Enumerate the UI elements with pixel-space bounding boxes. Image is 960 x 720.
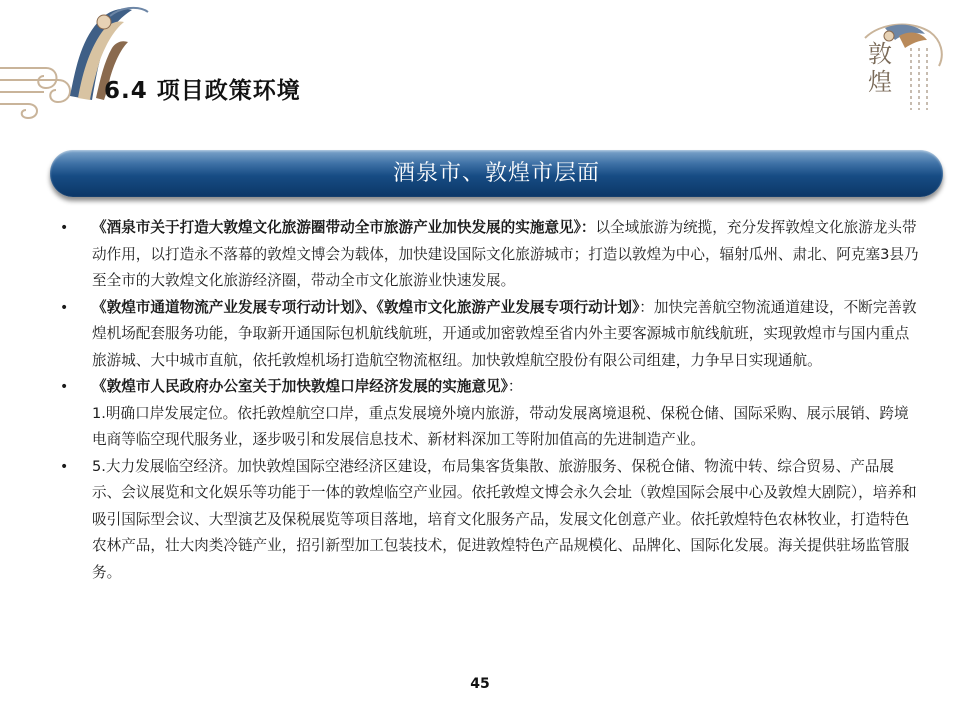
item-text: ：: [507, 378, 523, 395]
list-item: [60, 295, 920, 375]
list-item: [60, 215, 920, 295]
bullet-icon: •: [60, 220, 69, 236]
banner-title: 酒泉市、敦煌市层面: [392, 161, 600, 186]
logo-char-1: 敦: [868, 40, 892, 68]
item-title: 《敦煌市通道物流产业发展专项行动计划》、《敦煌市文化旅游产业发展专项行动计划》: [92, 298, 640, 316]
item-title: 《敦煌市人民政府办公室关于加快敦煌口岸经济发展的实施意见》: [92, 378, 508, 395]
bullet-icon: •: [60, 458, 69, 475]
list-item: [60, 374, 920, 454]
list-item: [60, 454, 920, 587]
logo-characters: [868, 40, 908, 96]
item-subtext: 1.明确口岸发展定位。依托敦煌航空口岸，重点发展境外境内旅游，带动发展离境退税、保税仓储、国际采购、展示展销、跨境电商等临空现代服务业，逐步吸引和发展信息技术、新材料深加工等附加值高的先进制造产业。: [92, 404, 909, 448]
bullet-icon: •: [60, 299, 69, 316]
item-text: ：加快完善航空物流通道建设，不断完善敦煌机场配套服务功能，争取新开通国际包机航线航班，开通或加密敦煌至省内外主要客源城市航线航班，实现敦煌市与国内重点旅游城、大中城市直航，依托敦煌机场打造航空物流枢纽。加快敦煌航空股份有限公司组建，力争早日实现通航。: [92, 298, 917, 369]
item-title: 《酒泉市关于打造大敦煌文化旅游圈带动全市旅游产业加快发展的实施意见》：: [92, 219, 596, 236]
slide-title: 6.4 项目政策环境: [104, 78, 301, 104]
logo-char-2: 煌: [868, 68, 892, 96]
item-text: 5.大力发展临空经济。加快敦煌国际空港经济区建设，布局集客货集散、旅游服务、保税仓储、物流中转、综合贸易、产品展示、会议展览和文化娱乐等功能于一体的敦煌临空产业园。依托敦煌文博会永久会址（敦煌国际会展中心及敦煌大剧院），培养和吸引国际型会议、大型演艺及保税展览等项目落地，培育文化服务产品，发展文化创意产业。依托敦煌特色农林牧业，打造特色农林产品，壮大肉类冷链产业，招引新型加工包装技术，促进敦煌特色产品规模化、品牌化、国际化发展。海关提供驻场监管服务。: [92, 457, 917, 581]
section-banner: [50, 150, 943, 197]
decorative-cloud-pattern: [0, 0, 150, 125]
page-number: 45: [470, 676, 490, 692]
content-body: [60, 215, 920, 586]
item-text: 以全域旅游为统揽，充分发挥敦煌文化旅游龙头带动作用，以打造永不落幕的敦煌文博会为载体，加快建设国际文化旅游城市；打造以敦煌为中心，辐射瓜州、肃北、阿克塞3县乃至全市的大敦煌文化旅游经济圈，带动全市文化旅游业快速发展。: [92, 219, 919, 289]
bullet-icon: •: [60, 379, 69, 395]
